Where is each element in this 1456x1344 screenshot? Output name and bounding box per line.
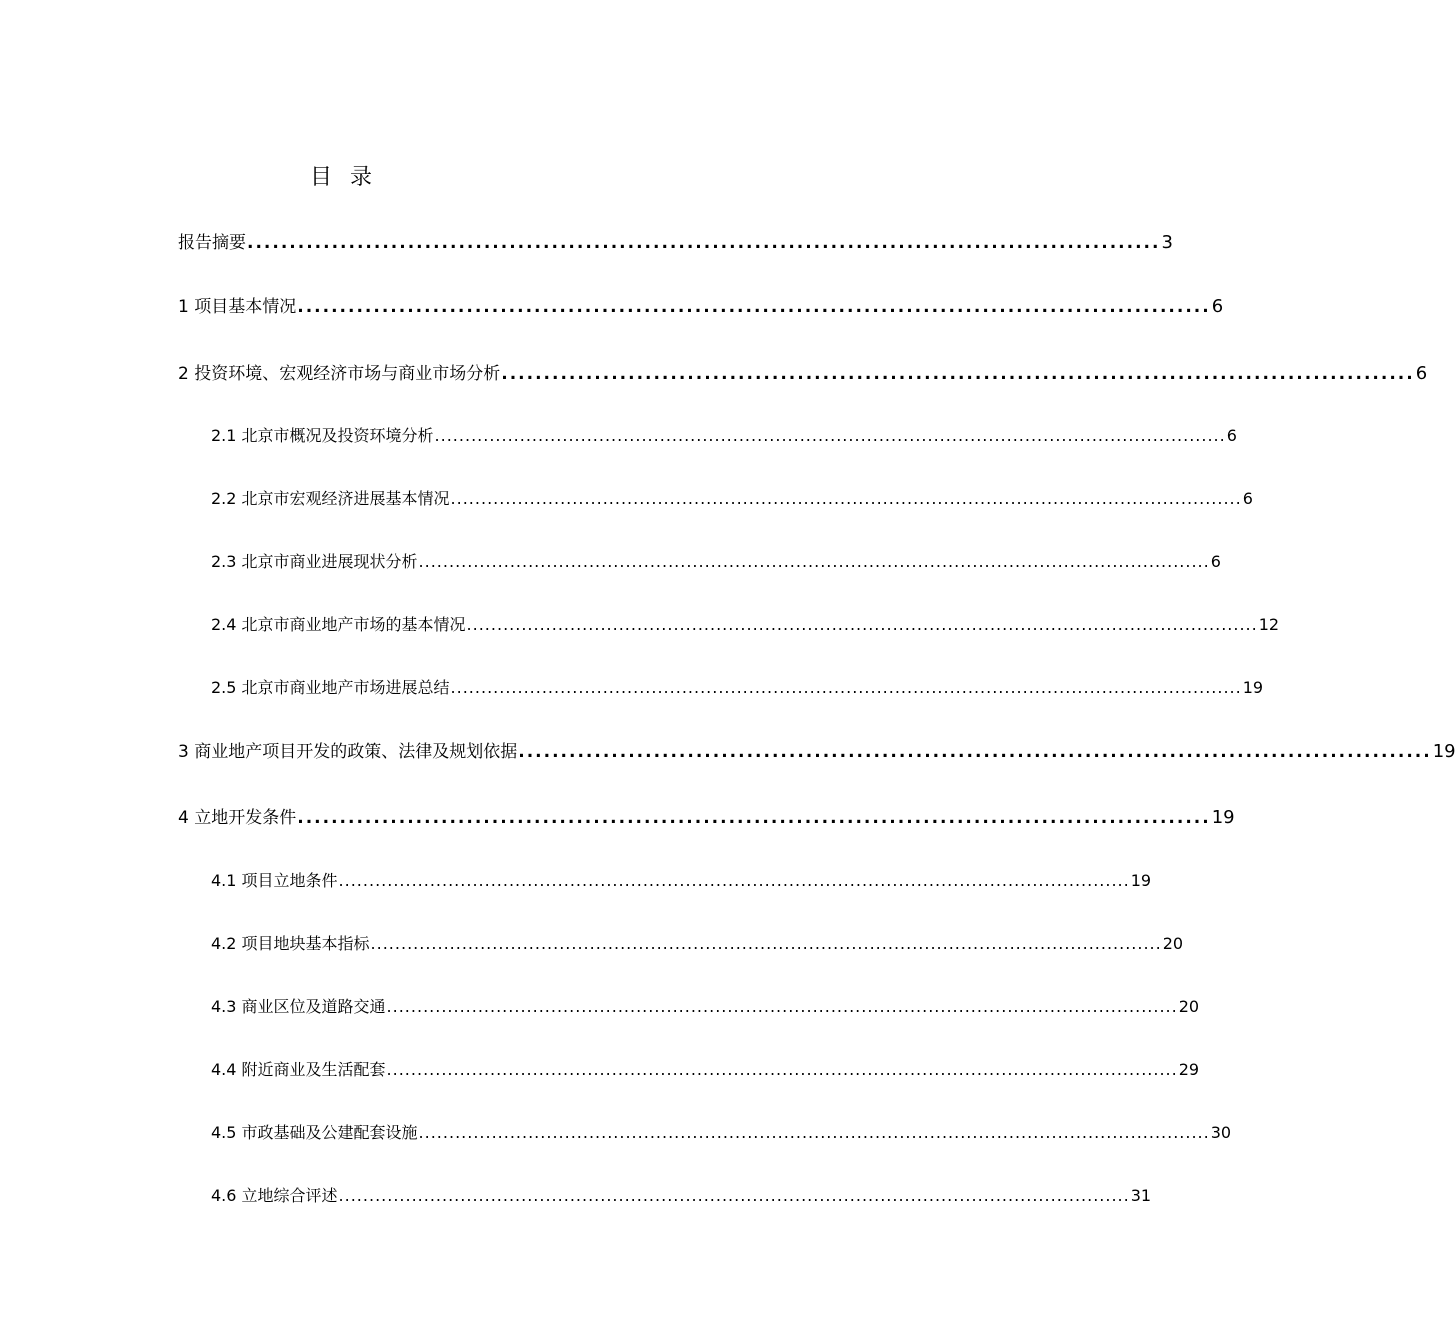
toc-leader-dots: ..................................................................................................................................	[386, 1060, 1178, 1079]
toc-entry[interactable]	[211, 1120, 1232, 1152]
toc-leader-dots: ..................................................................................................................................	[338, 871, 1130, 890]
toc-leader-dots: ..................................................................................................................................	[434, 426, 1226, 445]
toc-leader-dots: ..................................................................................................................................	[338, 1186, 1130, 1205]
toc-entry-label: 4.2 项目地块基本指标	[211, 934, 370, 953]
toc-entry-page: 19	[1242, 678, 1264, 697]
toc-entry-page: 6	[1226, 426, 1237, 445]
toc-leader-dots: ..................................................................................................................................	[450, 678, 1242, 697]
toc-entry-label: 4.3 商业区位及道路交通	[211, 997, 386, 1016]
toc-entry-label: 4.4 附近商业及生活配套	[211, 1060, 386, 1079]
toc-entry[interactable]	[211, 868, 1152, 900]
toc-leader-dots: ..................................................................................................................................	[370, 934, 1162, 953]
toc-entry-page: 12	[1258, 615, 1280, 634]
toc-entry[interactable]	[211, 994, 1200, 1026]
toc-entry[interactable]	[211, 1183, 1152, 1215]
toc-entry-label: 4.1 项目立地条件	[211, 871, 338, 890]
toc-entry[interactable]	[211, 1057, 1200, 1089]
toc-entry-label: 2.1 北京市概况及投资环境分析	[211, 426, 434, 445]
toc-entry-page: 20	[1162, 934, 1184, 953]
toc-leader-dots: ..................................................................................................................................	[386, 997, 1178, 1016]
toc-entry-page: 30	[1210, 1123, 1232, 1142]
toc-leader-dots: ............................................................................................................	[518, 742, 1432, 762]
toc-title: 目录	[309, 165, 390, 190]
toc-leader-dots: ..................................................................................................................................	[466, 615, 1258, 634]
toc-entry-page: 19	[1432, 741, 1456, 762]
toc-entry-page: 6	[1242, 489, 1253, 508]
toc-entry-page: 20	[1178, 997, 1200, 1016]
toc-entry[interactable]	[211, 549, 1221, 581]
toc-entry-page: 19	[1130, 871, 1152, 890]
toc-entry[interactable]	[211, 931, 1184, 963]
toc-entry-label: 2 投资环境、宏观经济市场与商业市场分析	[178, 364, 501, 384]
toc-leader-dots: ............................................................................................................	[501, 364, 1415, 384]
toc-entry-label: 1 项目基本情况	[178, 297, 297, 317]
toc-entry[interactable]	[178, 292, 1224, 324]
toc-leader-dots: ............................................................................................................	[297, 297, 1211, 317]
toc-entry-page: 6	[1211, 296, 1224, 317]
toc-entry-page: 3	[1161, 232, 1173, 253]
toc-leader-dots: ..................................................................................................................................	[450, 489, 1242, 508]
toc-entry[interactable]	[211, 675, 1264, 707]
toc-entry[interactable]	[211, 486, 1253, 518]
toc-leader-dots: ............................................................................................................	[297, 808, 1211, 828]
toc-entry-page: 31	[1130, 1186, 1152, 1205]
toc-entry-page: 6	[1210, 552, 1221, 571]
toc-entry[interactable]	[178, 228, 1173, 260]
toc-entry[interactable]	[211, 423, 1237, 455]
toc-entry-label: 2.4 北京市商业地产市场的基本情况	[211, 615, 466, 634]
toc-entry[interactable]	[211, 612, 1280, 644]
toc-entry-label: 2.2 北京市宏观经济进展基本情况	[211, 489, 450, 508]
toc-entry[interactable]	[178, 359, 1428, 391]
toc-entry-label: 2.5 北京市商业地产市场进展总结	[211, 678, 450, 697]
toc-entry-label: 4 立地开发条件	[178, 808, 297, 828]
toc-leader-dots: ............................................................................................................	[247, 233, 1161, 253]
toc-entry-label: 报告摘要	[178, 233, 246, 253]
toc-entry[interactable]	[178, 803, 1235, 835]
toc-entry-label: 4.6 立地综合评述	[211, 1186, 338, 1205]
toc-entry-page: 29	[1178, 1060, 1200, 1079]
toc-entry-page: 6	[1415, 363, 1428, 384]
toc-leader-dots: ..................................................................................................................................	[418, 552, 1210, 571]
toc-leader-dots: ..................................................................................................................................	[418, 1123, 1210, 1142]
toc-entry[interactable]	[178, 737, 1456, 769]
toc-entry-label: 3 商业地产项目开发的政策、法律及规划依据	[178, 742, 518, 762]
toc-entry-page: 19	[1211, 807, 1235, 828]
toc-entry-label: 4.5 市政基础及公建配套设施	[211, 1123, 418, 1142]
toc-entry-label: 2.3 北京市商业进展现状分析	[211, 552, 418, 571]
